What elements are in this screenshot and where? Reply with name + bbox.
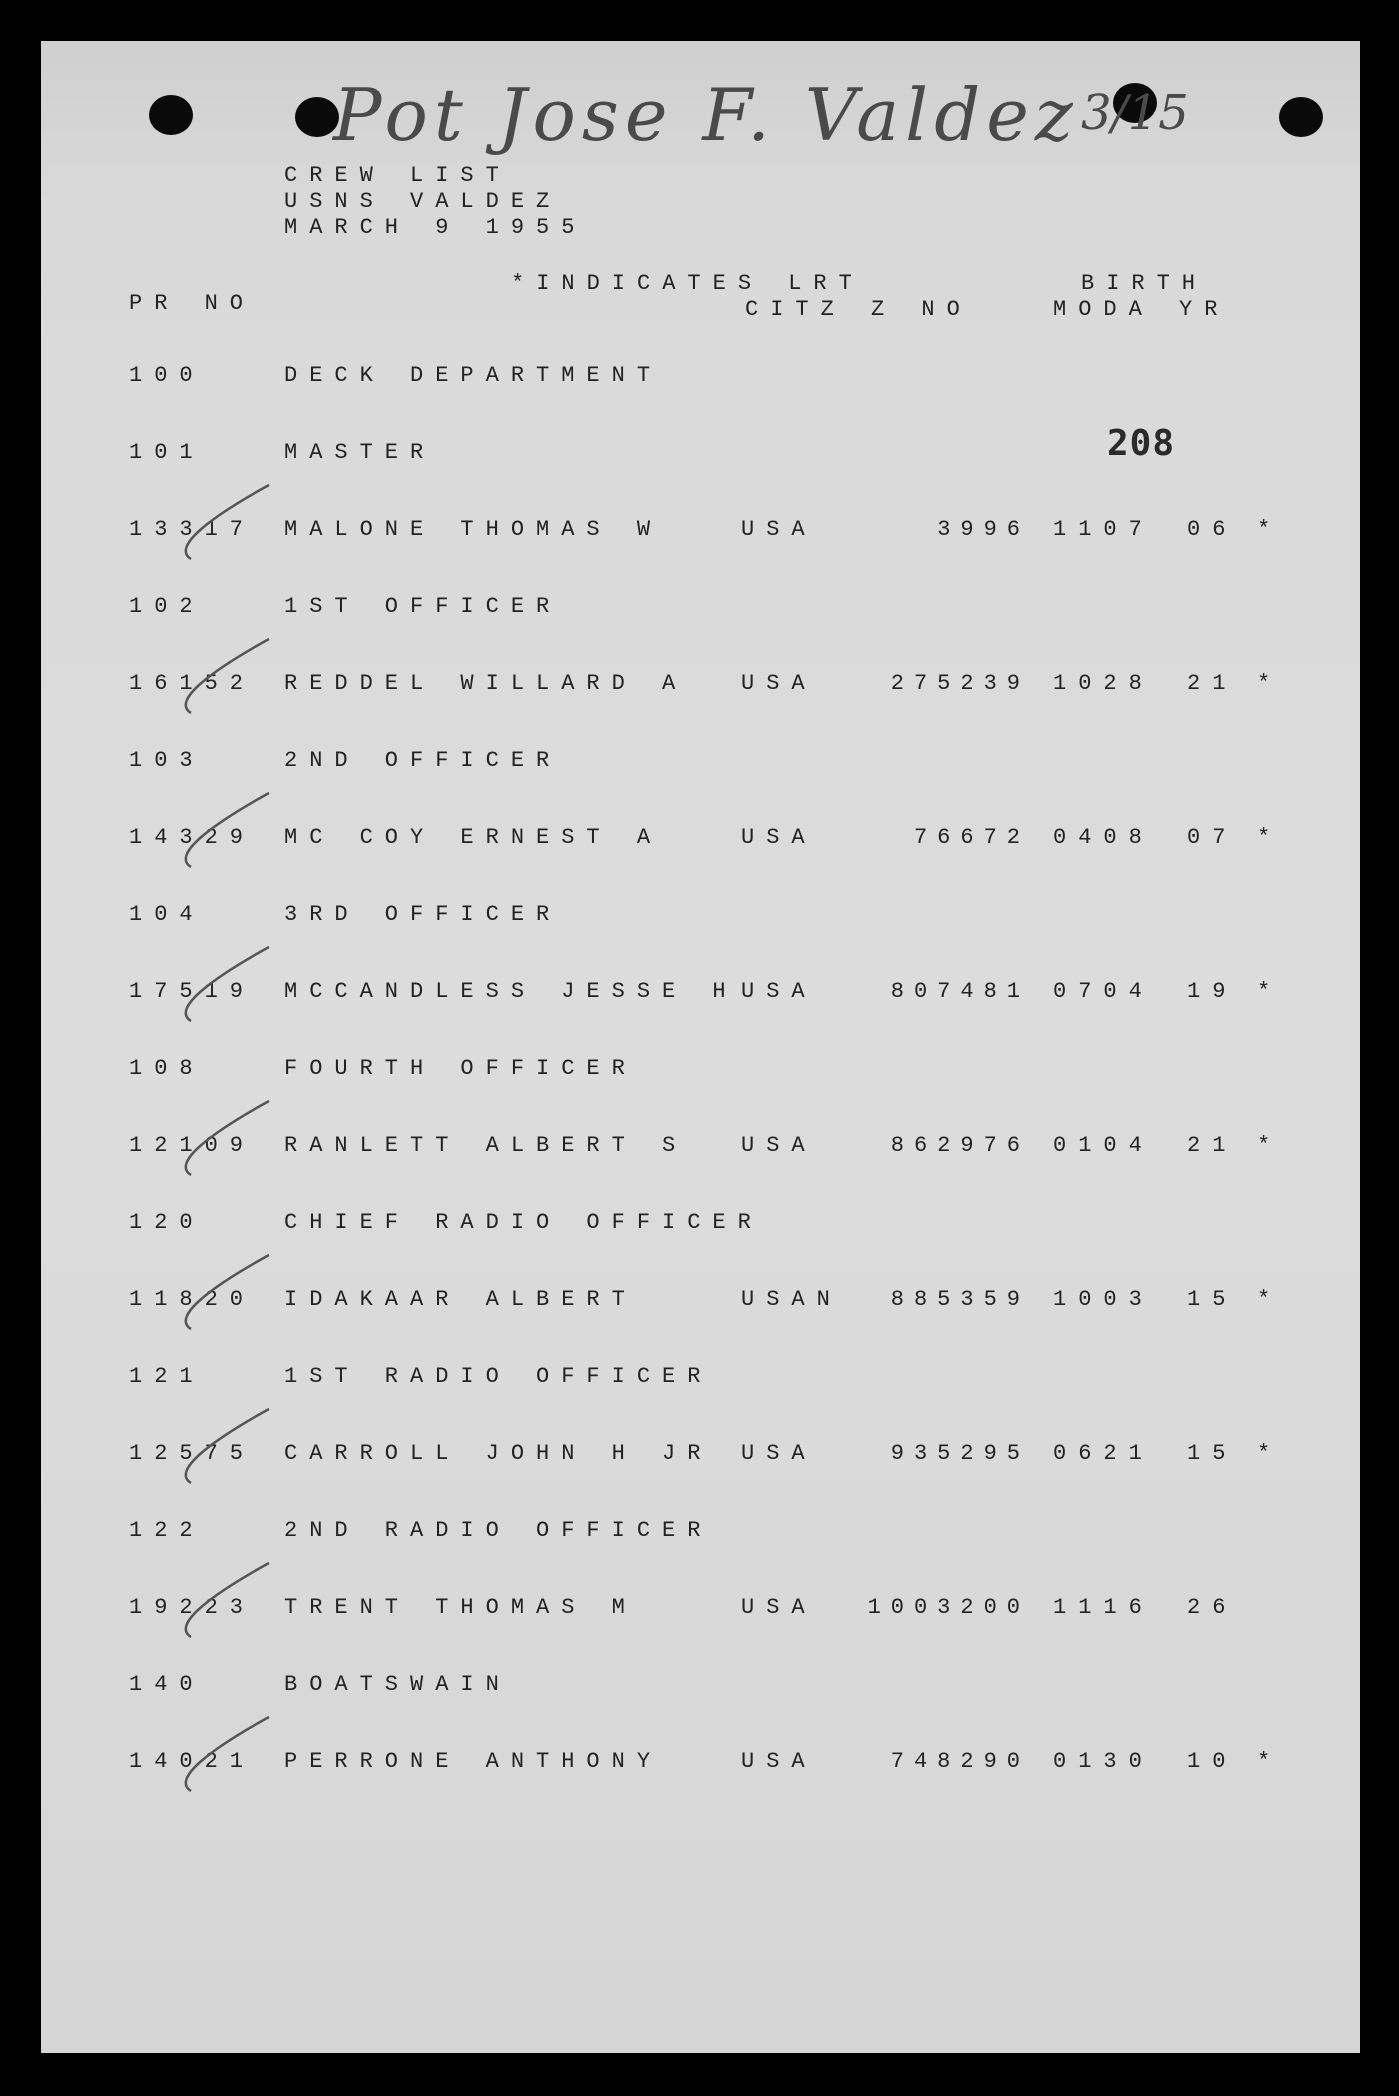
pr-number: 122 <box>129 1518 205 1543</box>
lrt-mark: * <box>1257 517 1283 542</box>
entry-text: FOURTH OFFICER <box>284 1056 637 1081</box>
z-number: 807481 <box>890 979 1030 1004</box>
header-date: MARCH 9 1955 <box>284 215 587 240</box>
pr-number: 12109 <box>129 1133 256 1158</box>
pr-number: 19223 <box>129 1595 256 1620</box>
citizenship: USA <box>741 1441 817 1466</box>
birth-year: 07 <box>1187 825 1238 850</box>
stamp-number: 208 <box>1107 423 1176 464</box>
entry-text: CHIEF RADIO OFFICER <box>284 1210 763 1235</box>
pr-number: 102 <box>129 594 205 619</box>
entry-text: 2ND OFFICER <box>284 748 562 773</box>
entry-text: MASTER <box>284 440 436 465</box>
entry-text: MC COY ERNEST A <box>284 825 663 850</box>
z-number: 935295 <box>890 1441 1030 1466</box>
entry-text: IDAKAAR ALBERT <box>284 1287 637 1312</box>
entry-text: BOATSWAIN <box>284 1672 511 1697</box>
citizenship: USA <box>741 825 817 850</box>
pr-number: 16152 <box>129 671 256 696</box>
entry-text: MCCANDLESS JESSE H <box>284 979 738 1004</box>
z-number: 76672 <box>913 825 1030 850</box>
pr-number: 103 <box>129 748 205 773</box>
pr-number: 121 <box>129 1364 205 1389</box>
z-number: 275239 <box>890 671 1030 696</box>
punch-hole <box>1279 97 1323 137</box>
pr-number: 17519 <box>129 979 256 1004</box>
pr-number: 14329 <box>129 825 256 850</box>
lrt-mark: * <box>1257 1133 1283 1158</box>
lrt-mark: * <box>1257 671 1283 696</box>
column-header-indicates: *INDICATES LRT <box>511 271 864 296</box>
pr-number: 140 <box>129 1672 205 1697</box>
citizenship: USAN <box>741 1287 842 1312</box>
birth-year: 21 <box>1187 671 1238 696</box>
entry-text: DECK DEPARTMENT <box>284 363 663 388</box>
pr-number: 12575 <box>129 1441 256 1466</box>
birth-moda: 1116 <box>1053 1595 1154 1620</box>
birth-moda: 1003 <box>1053 1287 1154 1312</box>
citizenship: USA <box>741 1595 817 1620</box>
pr-number: 14021 <box>129 1749 256 1774</box>
pr-number: 13317 <box>129 517 256 542</box>
entry-text: 1ST RADIO OFFICER <box>284 1364 713 1389</box>
entry-text: REDDEL WILLARD A <box>284 671 688 696</box>
entry-text: CARROLL JOHN H JR <box>284 1441 713 1466</box>
citizenship: USA <box>741 979 817 1004</box>
pr-number: 101 <box>129 440 205 465</box>
z-number: 748290 <box>890 1749 1030 1774</box>
birth-moda: 1028 <box>1053 671 1154 696</box>
column-header-pr-no: PR NO <box>129 291 256 316</box>
punch-hole <box>149 95 193 135</box>
birth-year: 15 <box>1187 1287 1238 1312</box>
birth-moda: 0104 <box>1053 1133 1154 1158</box>
birth-moda: 1107 <box>1053 517 1154 542</box>
birth-year: 10 <box>1187 1749 1238 1774</box>
pr-number: 120 <box>129 1210 205 1235</box>
lrt-mark: * <box>1257 979 1283 1004</box>
birth-moda: 0704 <box>1053 979 1154 1004</box>
handwritten-name: Pot Jose F. Valdez <box>333 73 1079 157</box>
birth-moda: 0621 <box>1053 1441 1154 1466</box>
birth-year: 15 <box>1187 1441 1238 1466</box>
citizenship: USA <box>741 671 817 696</box>
entry-text: MALONE THOMAS W <box>284 517 663 542</box>
birth-year: 21 <box>1187 1133 1238 1158</box>
citizenship: USA <box>741 1749 817 1774</box>
lrt-mark: * <box>1257 1441 1283 1466</box>
handwritten-number: 3/15 <box>1081 85 1189 141</box>
birth-year: 06 <box>1187 517 1238 542</box>
birth-moda: 0130 <box>1053 1749 1154 1774</box>
pr-number: 108 <box>129 1056 205 1081</box>
entry-text: RANLETT ALBERT S <box>284 1133 688 1158</box>
lrt-mark: * <box>1257 825 1283 850</box>
citizenship: USA <box>741 517 817 542</box>
lrt-mark: * <box>1257 1287 1283 1312</box>
citizenship: USA <box>741 1133 817 1158</box>
z-number: 862976 <box>890 1133 1030 1158</box>
header-title: CREW LIST <box>284 163 511 188</box>
lrt-mark: * <box>1257 1749 1283 1774</box>
entry-text: 2ND RADIO OFFICER <box>284 1518 713 1543</box>
entry-text: PERRONE ANTHONY <box>284 1749 663 1774</box>
entry-text: TRENT THOMAS M <box>284 1595 637 1620</box>
birth-year: 26 <box>1187 1595 1238 1620</box>
pr-number: 11820 <box>129 1287 256 1312</box>
birth-moda: 0408 <box>1053 825 1154 850</box>
z-number: 3996 <box>937 517 1030 542</box>
pr-number: 100 <box>129 363 205 388</box>
header-ship: USNS VALDEZ <box>284 189 562 214</box>
column-header-citz: CITZ Z NO <box>745 297 972 322</box>
entry-text: 3RD OFFICER <box>284 902 562 927</box>
document-page <box>41 41 1360 2053</box>
column-header-birth: BIRTH <box>1081 271 1208 296</box>
z-number: 1003200 <box>867 1595 1030 1620</box>
entry-text: 1ST OFFICER <box>284 594 562 619</box>
birth-year: 19 <box>1187 979 1238 1004</box>
pr-number: 104 <box>129 902 205 927</box>
z-number: 885359 <box>890 1287 1030 1312</box>
column-header-moda-yr: MODA YR <box>1053 297 1230 322</box>
